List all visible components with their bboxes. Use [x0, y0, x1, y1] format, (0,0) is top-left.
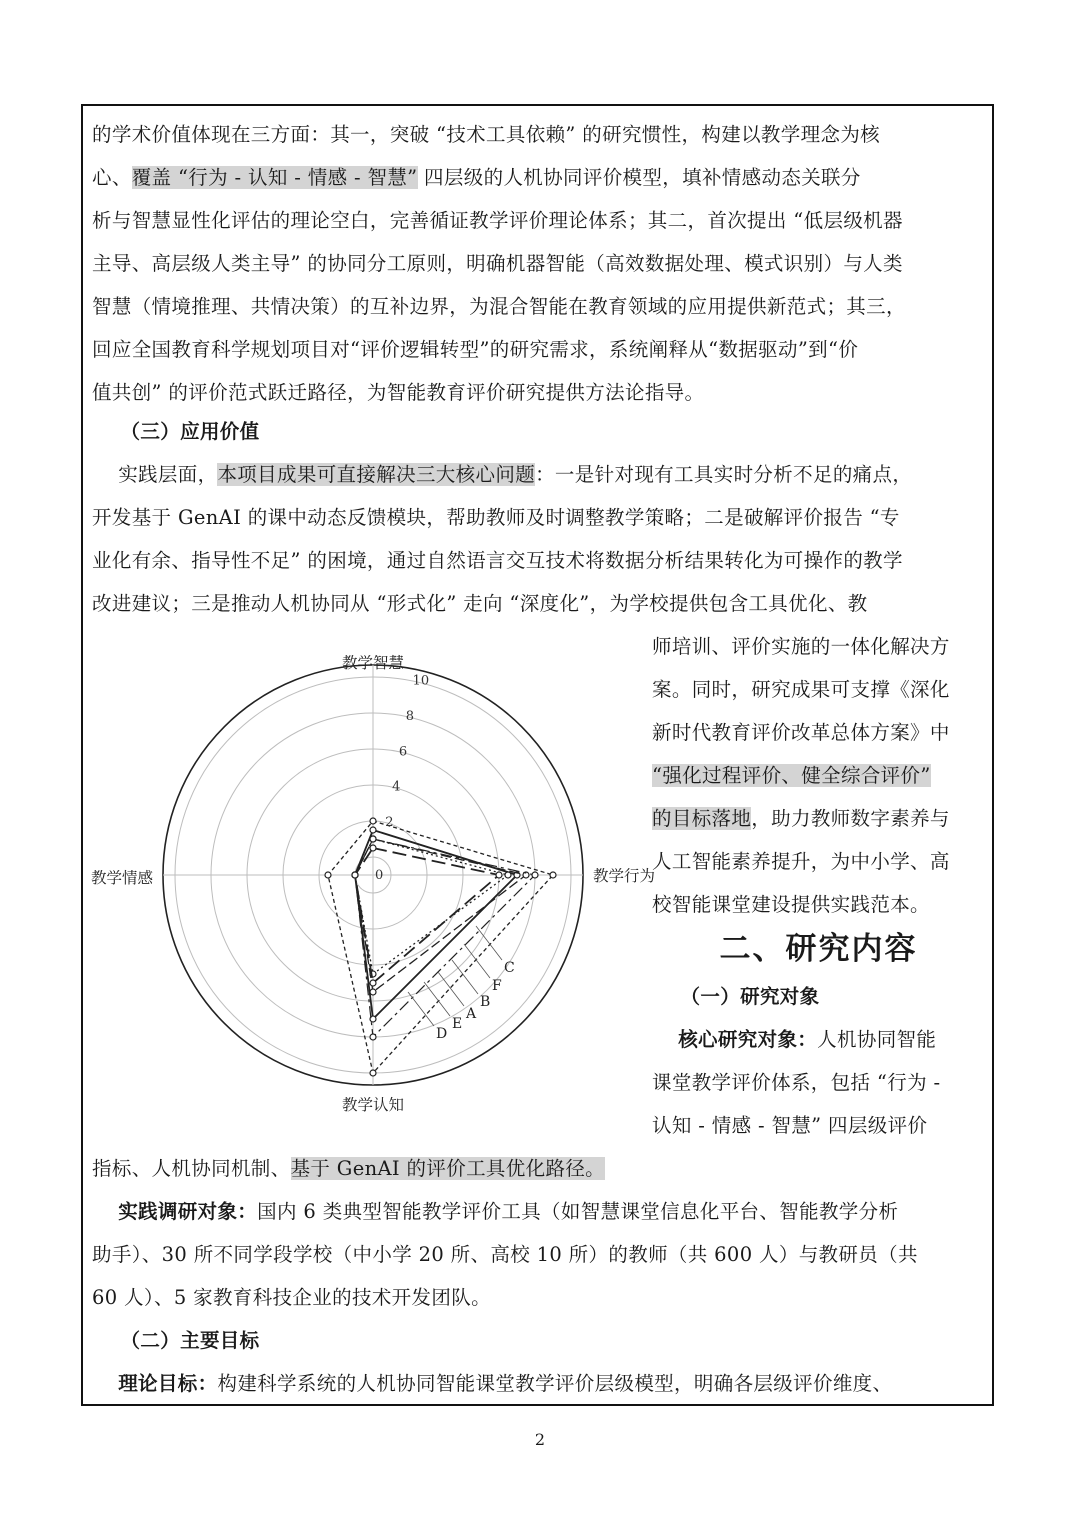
chart-point	[370, 845, 376, 851]
chart-tick-label: 6	[398, 744, 408, 760]
chart-tick-label: 8	[405, 708, 415, 724]
text-segment: 国内 6 类典型智能教学评价工具（如智慧课堂信息化平台、智能教学分析	[257, 1200, 899, 1223]
highlighted-text: 覆盖 “行为 - 认知 - 情感 - 智慧”	[131, 166, 418, 189]
text-line	[652, 716, 985, 750]
text-segment: 认知 - 情感 - 智慧” 四层级评价	[652, 1114, 928, 1137]
text-segment: 师培训、评价实施的一体化解决方	[652, 635, 950, 658]
chart-point	[532, 872, 538, 878]
text-segment: 案。同时，研究成果可支撑《深化	[652, 678, 950, 701]
text-segment	[92, 1372, 118, 1395]
radar-chart	[90, 640, 656, 1130]
chart-point	[370, 818, 376, 824]
text-segment: 核心研究对象：	[678, 1028, 818, 1051]
text-segment: 人工智能素养提升，为中小学、高	[652, 850, 950, 873]
text-line	[652, 630, 985, 664]
text-line	[92, 587, 985, 621]
chart-axis-label: 教学情感	[90, 869, 153, 887]
chart-series-label: B	[480, 994, 491, 1010]
text-line	[92, 415, 985, 449]
text-segment: 四层级的人机协同评价模型，填补情感动态关联分	[417, 166, 861, 189]
chart-point	[370, 1034, 376, 1040]
text-segment	[652, 1028, 678, 1051]
text-segment: 主导、高层级人类主导” 的协同分工原则，明确机器智能（高效数据处理、模式识别）与人类	[92, 252, 903, 275]
text-line	[652, 1023, 985, 1057]
text-line	[652, 802, 985, 836]
text-line	[92, 118, 985, 152]
chart-point	[352, 872, 358, 878]
chart-series-label: A	[466, 1006, 477, 1022]
text-line	[652, 845, 985, 879]
chart-series-label: F	[492, 978, 502, 994]
text-line	[92, 161, 985, 195]
chart-point	[550, 872, 556, 878]
text-segment: （三）应用价值	[92, 420, 260, 443]
text-line	[652, 759, 985, 793]
chart-series-label: D	[436, 1026, 448, 1042]
text-line	[92, 1367, 985, 1401]
text-segment: 新时代教育评价改革总体方案》中	[652, 721, 950, 744]
text-segment: 业化有余、指导性不足” 的困境，通过自然语言交互技术将数据分析结果转化为可操作的教学	[92, 549, 903, 572]
text-segment: 回应全国教育科学规划项目对“评价逻辑转型”的研究需求，系统阐释从“数据驱动”到“价	[92, 338, 859, 361]
text-segment: 构建科学系统的人机协同智能课堂教学评价层级模型，明确各层级评价维度、	[217, 1372, 893, 1395]
text-line	[92, 333, 985, 367]
text-line	[92, 1238, 985, 1272]
chart-point	[325, 872, 331, 878]
highlighted-text: 的目标落地	[652, 807, 752, 830]
highlighted-text: 基于 GenAI 的评价工具优化路径。	[290, 1157, 606, 1180]
text-segment: （二）主要目标	[92, 1329, 260, 1352]
text-line	[92, 1152, 985, 1186]
chart-leader-line	[408, 992, 434, 1026]
text-segment: ：一是针对现有工具实时分析不足的痛点，	[535, 463, 913, 486]
chart-axis-label: 教学行为	[593, 867, 656, 885]
text-segment	[92, 1200, 118, 1223]
text-line	[92, 1281, 985, 1315]
text-segment: 心、	[92, 166, 132, 189]
chart-point	[505, 872, 511, 878]
text-segment: 助手）、30 所不同学段学校（中小学 20 所、高校 10 所）的教师（共 600 人）与教研员（共	[92, 1243, 918, 1266]
highlighted-text: “强化过程评价、健全综合评价”	[652, 764, 931, 787]
chart-axis-label: 教学智慧	[341, 654, 405, 672]
chart-point	[370, 1070, 376, 1076]
text-segment: 理论目标：	[118, 1372, 218, 1395]
text-segment: 值共创” 的评价范式跃迁路径，为智能教育评价研究提供方法论指导。	[92, 381, 705, 404]
text-segment: 课堂教学评价体系，包括 “行为 -	[652, 1071, 941, 1094]
text-line	[652, 1066, 985, 1100]
text-line	[92, 1324, 985, 1358]
text-segment: ，助力教师数字素养与	[751, 807, 950, 830]
text-line	[92, 247, 985, 281]
chart-leader-line	[452, 960, 478, 994]
chart-tick-label: 4	[392, 779, 401, 795]
text-line	[92, 290, 985, 324]
text-segment: 60 人）、5 家教育科技企业的技术开发团队。	[92, 1286, 491, 1309]
text-line	[92, 1195, 985, 1229]
text-line	[652, 1109, 985, 1143]
text-segment: 析与智慧显性化评估的理论空白，完善循证教学评价理论体系；其二，首次提出 “低层级机器	[92, 209, 903, 232]
text-segment: 人机协同智能	[817, 1028, 937, 1051]
chart-point	[370, 827, 376, 833]
highlighted-text: 本项目成果可直接解决三大核心问题	[217, 463, 536, 486]
text-segment: 实践层面，	[92, 463, 218, 486]
chart-series-label: C	[504, 960, 515, 976]
text-segment: 开发基于 GenAI 的课中动态反馈模块，帮助教师及时调整教学策略；二是破解评价报告 “专	[92, 506, 900, 529]
text-segment: 智慧（情境推理、共情决策）的互补边界，为混合智能在教育领域的应用提供新范式；其三，	[92, 295, 906, 318]
chart-axis-label: 教学认知	[341, 1096, 405, 1114]
page-number: 2	[534, 1430, 546, 1449]
text-line	[92, 376, 985, 410]
text-line	[652, 888, 985, 922]
text-line	[652, 673, 985, 707]
text-line	[92, 204, 985, 238]
text-line	[652, 980, 985, 1014]
chart-series-label: E	[452, 1016, 463, 1032]
text-segment: 校智能课堂建设提供实践范本。	[652, 893, 930, 916]
text-segment: 实践调研对象：	[118, 1200, 258, 1223]
text-line	[92, 458, 985, 492]
text-line	[92, 501, 985, 535]
chart-tick-label: 10	[412, 673, 430, 689]
chart-leader-line	[424, 982, 450, 1016]
text-segment: 改进建议；三是推动人机协同从 “形式化” 走向 “深度化”，为学校提供包含工具优化、教	[92, 592, 868, 615]
chart-point	[370, 980, 376, 986]
chart-point	[496, 872, 502, 878]
chart-tick-label: 0	[375, 868, 384, 883]
chart-point	[370, 989, 376, 995]
section-heading: 二、研究内容	[719, 931, 918, 967]
text-segment: 的学术价值体现在三方面：其一，突破 “技术工具依赖” 的研究惯性，构建以教学理念为核	[92, 123, 881, 146]
chart-point	[370, 836, 376, 842]
text-segment: （一）研究对象	[652, 985, 820, 1008]
chart-tick-label: 2	[385, 814, 394, 830]
text-segment: 指标、人机协同机制、	[92, 1157, 291, 1180]
text-line	[92, 544, 985, 578]
